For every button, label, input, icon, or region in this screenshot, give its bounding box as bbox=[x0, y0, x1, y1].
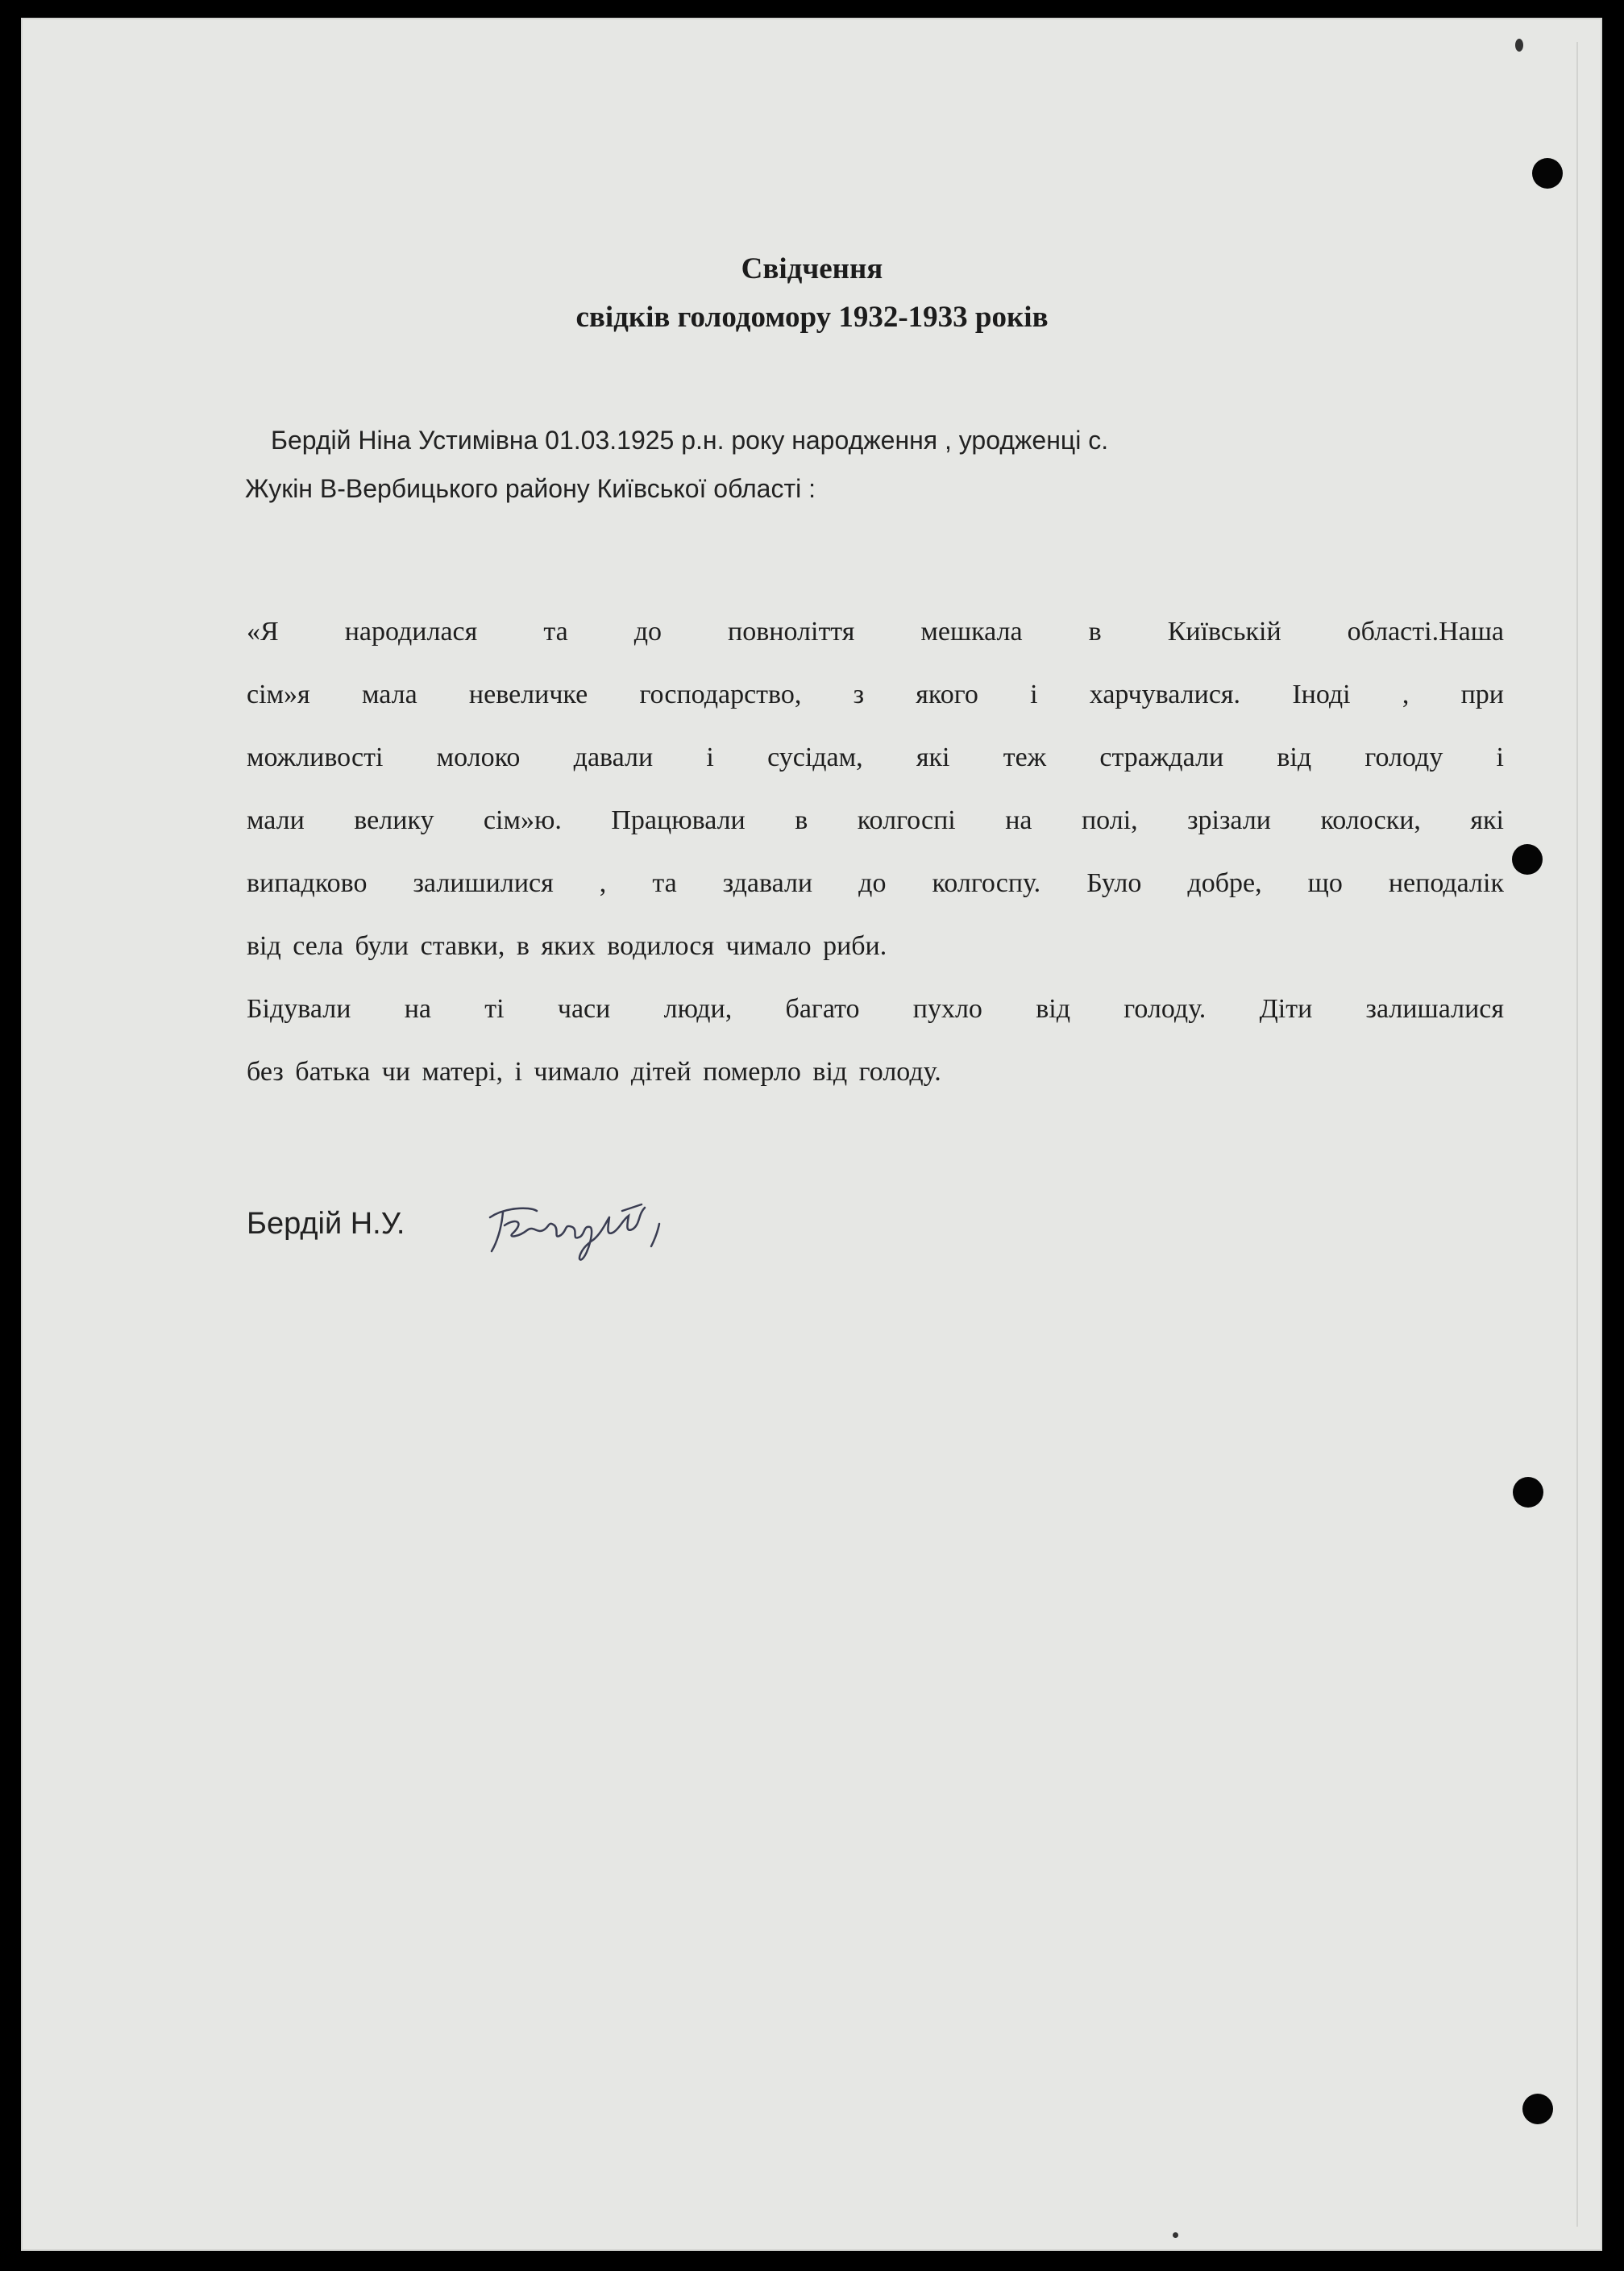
punch-hole bbox=[1522, 2094, 1553, 2124]
document-subtitle: свідків голодомору 1932-1933 років bbox=[575, 301, 1049, 334]
handwritten-signature bbox=[480, 1193, 690, 1266]
punch-hole bbox=[1513, 1477, 1543, 1508]
testimony-line: сім»я мала невеличке господарство, з якого і харчувалися. Іноді , при bbox=[247, 680, 1504, 709]
punch-hole bbox=[1512, 844, 1543, 875]
signature-name: Бердій Н.У. bbox=[247, 1207, 405, 1241]
testimony-line: можливості молоко давали і сусідам, які теж страждали від голоду і bbox=[247, 742, 1504, 772]
testimony-line: мали велику сім»ю. Працювали в колгоспі на полі, зрізали колоски, які bbox=[247, 805, 1504, 835]
speck bbox=[1515, 39, 1523, 52]
testimony-line: «Я народилася та до повноліття мешкала в Київській області.Наша bbox=[247, 617, 1504, 647]
testimony-line: від села були ставки, в яких водилося чимало риби. bbox=[247, 931, 887, 961]
testimony-line: випадково залишилися , та здавали до колгоспу. Було добре, що неподалік bbox=[247, 868, 1504, 898]
intro-line: Жукін В-Вербицького району Київської області : bbox=[245, 474, 816, 503]
speck bbox=[1173, 2232, 1178, 2238]
page-edge-line bbox=[1576, 42, 1578, 2227]
intro-line: Бердій Ніна Устимівна 01.03.1925 р.н. року народження , уродженці с. bbox=[271, 426, 1109, 455]
punch-hole bbox=[1532, 158, 1563, 189]
testimony-line: Бідували на ті часи люди, багато пухло від голоду. Діти залишалися bbox=[247, 994, 1504, 1024]
testimony-line: без батька чи матері, і чимало дітей померло від голоду. bbox=[247, 1057, 941, 1087]
document-title: Свідчення bbox=[741, 252, 883, 285]
document-page bbox=[21, 18, 1602, 2251]
